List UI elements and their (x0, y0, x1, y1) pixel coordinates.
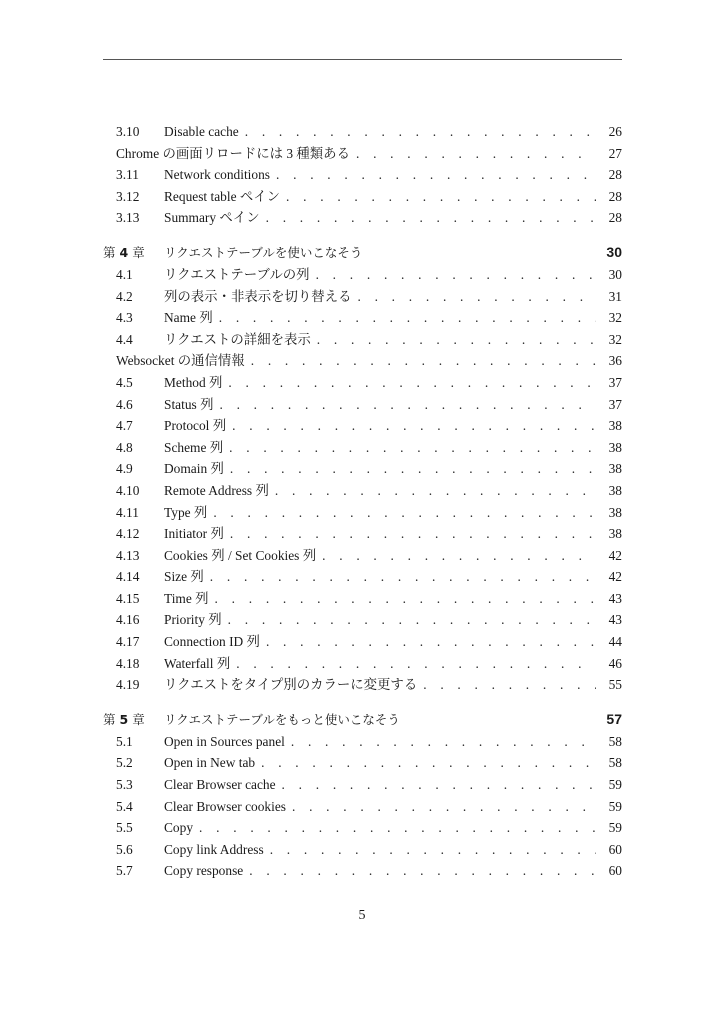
entry-title: Summary ペイン (164, 210, 260, 226)
entry-title: Method 列 (164, 374, 223, 390)
entry-number: 4.17 (116, 634, 140, 650)
dot-leader (230, 523, 596, 545)
dot-leader (236, 653, 596, 675)
entry-page: 59 (608, 820, 622, 836)
entry-number: 4.19 (116, 677, 140, 693)
chapter-4-heading[interactable] (103, 241, 622, 264)
dot-leader (228, 372, 596, 394)
entry-title: Scheme 列 (164, 439, 224, 455)
entry-page: 32 (608, 310, 622, 326)
entry-number: 4.2 (116, 288, 133, 304)
entry-number: 4.1 (116, 266, 133, 282)
entry-title: Name 列 (164, 310, 213, 326)
entry-page: 28 (608, 188, 622, 204)
entry-number: 4.8 (116, 439, 133, 455)
dot-leader (245, 121, 596, 143)
toc-entry[interactable] (103, 480, 622, 502)
chapter-number: 第 5 章 (103, 711, 145, 727)
entry-title: Time 列 (164, 590, 209, 606)
entry-title: Network conditions (164, 167, 270, 183)
entry-number: 4.9 (116, 461, 133, 477)
chapter-number: 第 4 章 (103, 244, 145, 260)
toc-entry[interactable] (103, 631, 622, 653)
toc-entry[interactable] (103, 372, 622, 394)
toc-entry[interactable] (103, 143, 622, 165)
chapter-5-heading[interactable] (103, 708, 622, 731)
entry-title: Open in New tab (164, 755, 256, 771)
table-of-contents (103, 121, 622, 882)
page-number: 5 (358, 908, 366, 923)
dot-leader (199, 817, 596, 839)
dot-leader (229, 437, 596, 459)
entry-page: 37 (608, 374, 622, 390)
toc-entry[interactable] (103, 674, 622, 696)
entry-title: Domain 列 (164, 461, 224, 477)
toc-entry[interactable] (103, 817, 622, 839)
entry-title: Copy link Address (164, 841, 264, 857)
entry-page: 60 (608, 863, 622, 879)
entry-title: Priority 列 (164, 612, 222, 628)
entry-title: Open in Sources panel (164, 733, 285, 749)
entry-page: 28 (608, 167, 622, 183)
toc-entry[interactable] (103, 350, 622, 372)
entry-title: Remote Address 列 (164, 482, 269, 498)
entry-title: リクエストをタイプ別のカラーに変更する (164, 677, 418, 693)
chapter-page: 57 (606, 710, 622, 727)
entry-number: 4.10 (116, 482, 140, 498)
chapter-page: 30 (606, 243, 622, 260)
entry-number: 4.6 (116, 396, 133, 412)
header-rule (103, 59, 622, 60)
entry-page: 42 (608, 569, 622, 585)
entry-number: 4.3 (116, 310, 133, 326)
dot-leader (316, 264, 596, 286)
dot-leader (282, 774, 596, 796)
entry-number: 4.11 (116, 504, 139, 520)
entry-page: 43 (608, 590, 622, 606)
dot-leader (215, 588, 596, 610)
dot-leader (286, 186, 596, 208)
entry-title: Protocol 列 (164, 418, 227, 434)
dot-leader (249, 860, 596, 882)
entry-number: 3.10 (116, 124, 140, 139)
toc-entry[interactable] (103, 207, 622, 229)
dot-leader (219, 394, 596, 416)
toc-entry[interactable] (103, 286, 622, 308)
entry-title: リクエストの詳細を表示 (164, 331, 311, 347)
toc-section-3-tail (103, 121, 622, 229)
entry-page: 36 (608, 353, 622, 369)
entry-title: Cookies 列 / Set Cookies 列 (164, 547, 317, 563)
entry-page: 27 (608, 145, 622, 161)
entry-page: 43 (608, 612, 622, 628)
entry-title: Copy response (164, 863, 244, 879)
entry-page: 38 (608, 461, 622, 477)
dot-leader (213, 502, 596, 524)
toc-entry[interactable] (103, 523, 622, 545)
entry-number: 4.16 (116, 612, 140, 628)
entry-title: Clear Browser cache (164, 777, 276, 793)
entry-page: 58 (608, 733, 622, 749)
dot-leader (322, 545, 596, 567)
toc-entry[interactable] (103, 164, 622, 186)
entry-page: 42 (608, 547, 622, 563)
dot-leader (317, 329, 596, 351)
toc-entry[interactable] (103, 774, 622, 796)
toc-entry[interactable] (103, 839, 622, 861)
toc-entry[interactable] (103, 653, 622, 675)
dot-leader (276, 164, 596, 186)
toc-entry[interactable] (103, 264, 622, 286)
entry-title: Type 列 (164, 504, 208, 520)
entry-number: 4.15 (116, 590, 140, 606)
entry-page: 38 (608, 504, 622, 520)
entry-page: 38 (608, 526, 622, 542)
entry-number: 5.4 (116, 798, 133, 814)
toc-entry[interactable] (103, 307, 622, 329)
toc-entry[interactable] (103, 609, 622, 631)
dot-leader (423, 674, 596, 696)
entry-title: Request table ペイン (164, 188, 281, 204)
entry-title: Connection ID 列 (164, 634, 260, 650)
toc-section-5 (103, 731, 622, 882)
entry-title: Clear Browser cookies (164, 798, 286, 814)
toc-entry[interactable] (103, 502, 622, 524)
entry-title: Initiator 列 (164, 526, 224, 542)
toc-entry[interactable] (103, 731, 622, 753)
entry-number: 5.2 (116, 755, 133, 771)
entry-page: 44 (608, 634, 622, 650)
entry-number: 3.11 (116, 167, 139, 183)
entry-number: 4.18 (116, 655, 140, 671)
toc-entry[interactable] (103, 860, 622, 882)
entry-page: 26 (608, 124, 622, 139)
toc-entry[interactable] (103, 588, 622, 610)
dot-leader (291, 731, 596, 753)
entry-title: Status 列 (164, 396, 214, 412)
dot-leader (270, 839, 596, 861)
entry-title: Copy (164, 820, 194, 836)
toc-section-4 (103, 264, 622, 696)
entry-page: 59 (608, 777, 622, 793)
entry-number: 4.12 (116, 526, 140, 542)
entry-page: 30 (608, 266, 622, 282)
entry-page: 60 (608, 841, 622, 857)
entry-title: リクエストテーブルの列 (164, 266, 310, 282)
toc-entry[interactable] (103, 437, 622, 459)
entry-number: 4.14 (116, 569, 140, 585)
entry-page: 28 (608, 210, 622, 226)
toc-entry[interactable] (103, 329, 622, 351)
dot-leader (266, 631, 596, 653)
entry-title: Websocket の通信情報 (116, 353, 245, 369)
toc-entry[interactable] (103, 121, 622, 143)
toc-entry[interactable] (103, 566, 622, 588)
dot-leader (356, 143, 596, 165)
dot-leader (275, 480, 596, 502)
dot-leader (251, 350, 596, 372)
entry-number: 5.3 (116, 777, 133, 793)
entry-page: 55 (608, 677, 622, 693)
entry-title: Waterfall 列 (164, 655, 231, 671)
toc-entry[interactable] (103, 415, 622, 437)
entry-number: 4.4 (116, 331, 133, 347)
dot-leader (261, 752, 596, 774)
toc-entry[interactable] (103, 458, 622, 480)
dot-leader (292, 796, 596, 818)
entry-page: 31 (608, 288, 622, 304)
toc-entry[interactable] (103, 796, 622, 818)
entry-number: 5.6 (116, 841, 133, 857)
entry-number: 5.7 (116, 863, 133, 879)
entry-page: 59 (608, 798, 622, 814)
entry-number: 3.13 (116, 210, 140, 226)
entry-page: 38 (608, 418, 622, 434)
dot-leader (230, 458, 596, 480)
entry-page: 32 (608, 331, 622, 347)
toc-entry[interactable] (103, 394, 622, 416)
dot-leader (210, 566, 596, 588)
entry-number: 4.7 (116, 418, 133, 434)
chapter-title: リクエストテーブルをもっと使いこなそう (164, 711, 400, 727)
entry-number: 5.5 (116, 820, 133, 836)
dot-leader (266, 207, 596, 229)
entry-number: 5.1 (116, 733, 133, 749)
entry-number: 4.5 (116, 374, 133, 390)
dot-leader (228, 609, 596, 631)
entry-title: 列の表示・非表示を切り替える (164, 288, 352, 304)
entry-page: 58 (608, 755, 622, 771)
entry-page: 46 (608, 655, 622, 671)
toc-entry[interactable] (103, 752, 622, 774)
dot-leader (219, 307, 596, 329)
toc-entry[interactable] (103, 186, 622, 208)
entry-title: Disable cache (164, 124, 239, 139)
entry-page: 38 (608, 439, 622, 455)
toc-entry[interactable] (103, 545, 622, 567)
entry-page: 37 (608, 396, 622, 412)
entry-number: 3.12 (116, 188, 140, 204)
dot-leader (232, 415, 596, 437)
entry-number: 4.13 (116, 547, 140, 563)
entry-page: 38 (608, 482, 622, 498)
dot-leader (357, 286, 596, 308)
entry-title: Chrome の画面リロードには 3 種類ある (116, 145, 350, 161)
entry-title: Size 列 (164, 569, 204, 585)
chapter-title: リクエストテーブルを使いこなそう (164, 244, 363, 260)
